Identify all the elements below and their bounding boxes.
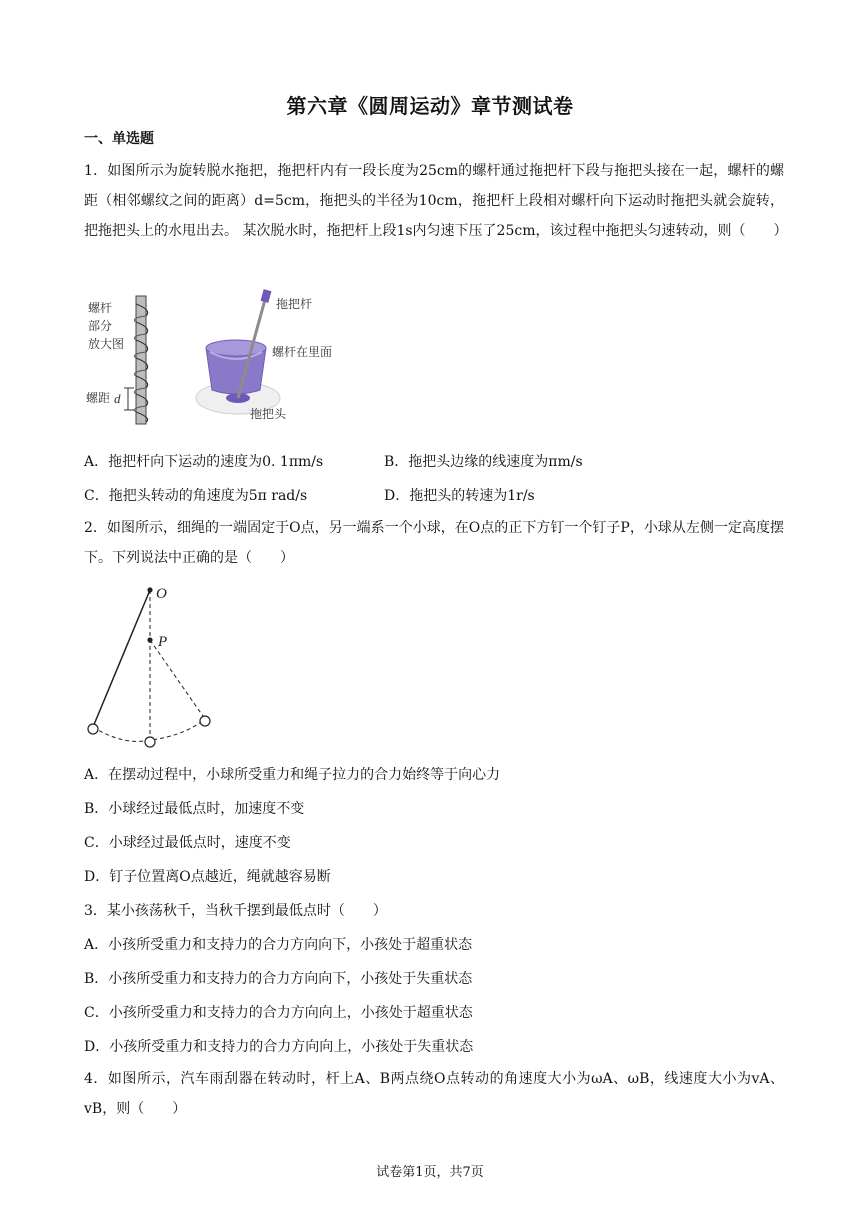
q3-option-b: B．小孩所受重力和支持力的合力方向向下，小孩处于失重状态 — [84, 971, 473, 987]
section-heading: 一、单选题 — [84, 131, 154, 147]
point-p-label: P — [158, 634, 168, 650]
q3-option-a: A．小孩所受重力和支持力的合力方向向下，小孩处于超重状态 — [84, 937, 473, 953]
point-o-label: O — [156, 586, 167, 602]
screw-label-3: 放大图 — [88, 337, 125, 351]
mop-bucket-figure — [180, 286, 360, 428]
question-3-text: 3．某小孩荡秋千，当秋千摆到最低点时（ ） — [84, 903, 387, 919]
question-2-text: 2．如图所示，细绳的一端固定于O点，另一端系一个小球，在O点的正下方钉一个钉子P，小球从左侧一定高度摆下。下列说法中正确的是（ ） — [84, 520, 784, 566]
screw-rod-figure — [84, 292, 164, 428]
q1-option-b: B．拖把头边缘的线速度为πm/s — [384, 454, 583, 470]
q2-option-b: B．小球经过最低点时，加速度不变 — [84, 801, 305, 817]
page-footer: 试卷第1页，共7页 — [376, 1165, 484, 1180]
q1-option-c: C．拖把头转动的角速度为5π rad/s — [84, 488, 308, 504]
screw-label-1: 螺杆 — [88, 301, 113, 315]
page-title: 第六章《圆周运动》章节测试卷 — [286, 94, 574, 118]
pendulum-figure — [84, 580, 224, 750]
pitch-d-label: d — [114, 391, 121, 406]
mop-head-label: 拖把头 — [250, 407, 287, 421]
screw-inside-label: 螺杆在里面 — [272, 345, 333, 359]
question-4-text: 4．如图所示，汽车雨刮器在转动时，杆上A、B两点绕O点转动的角速度大小为ωA、ωB，线速度大小为vA、vB，则（ ） — [84, 1071, 784, 1117]
mop-rod-label: 拖把杆 — [276, 297, 313, 311]
q1-option-a: A．拖把杆向下运动的速度为0. 1πm/s — [84, 454, 324, 470]
screw-label-2: 部分 — [88, 319, 113, 333]
q3-option-c: C．小孩所受重力和支持力的合力方向向上，小孩处于超重状态 — [84, 1005, 473, 1021]
pitch-label: 螺距 — [86, 391, 111, 405]
q2-option-c: C．小球经过最低点时，速度不变 — [84, 835, 291, 851]
question-1-text: 1．如图所示为旋转脱水拖把，拖把杆内有一段长度为25cm的螺杆通过拖把杆下段与拖把头接在一起，螺杆的螺距（相邻螺纹之间的距离）d=5cm，拖把头的半径为10cm，拖把杆上段相对螺杆向下运动时拖把头就会旋转，把拖把头上的水甩出去。 某次脱水时，拖把杆上段1s内匀速下压了25cm，该过程中拖把头匀速转动，则（ ） — [84, 163, 788, 239]
q1-option-d: D．拖把头的转速为1r/s — [384, 488, 535, 504]
q3-option-d: D．小孩所受重力和支持力的合力方向向上，小孩处于失重状态 — [84, 1039, 474, 1055]
q2-option-d: D．钉子位置离O点越近，绳就越容易断 — [84, 869, 331, 885]
q2-option-a: A．在摆动过程中，小球所受重力和绳子拉力的合力始终等于向心力 — [84, 767, 501, 783]
